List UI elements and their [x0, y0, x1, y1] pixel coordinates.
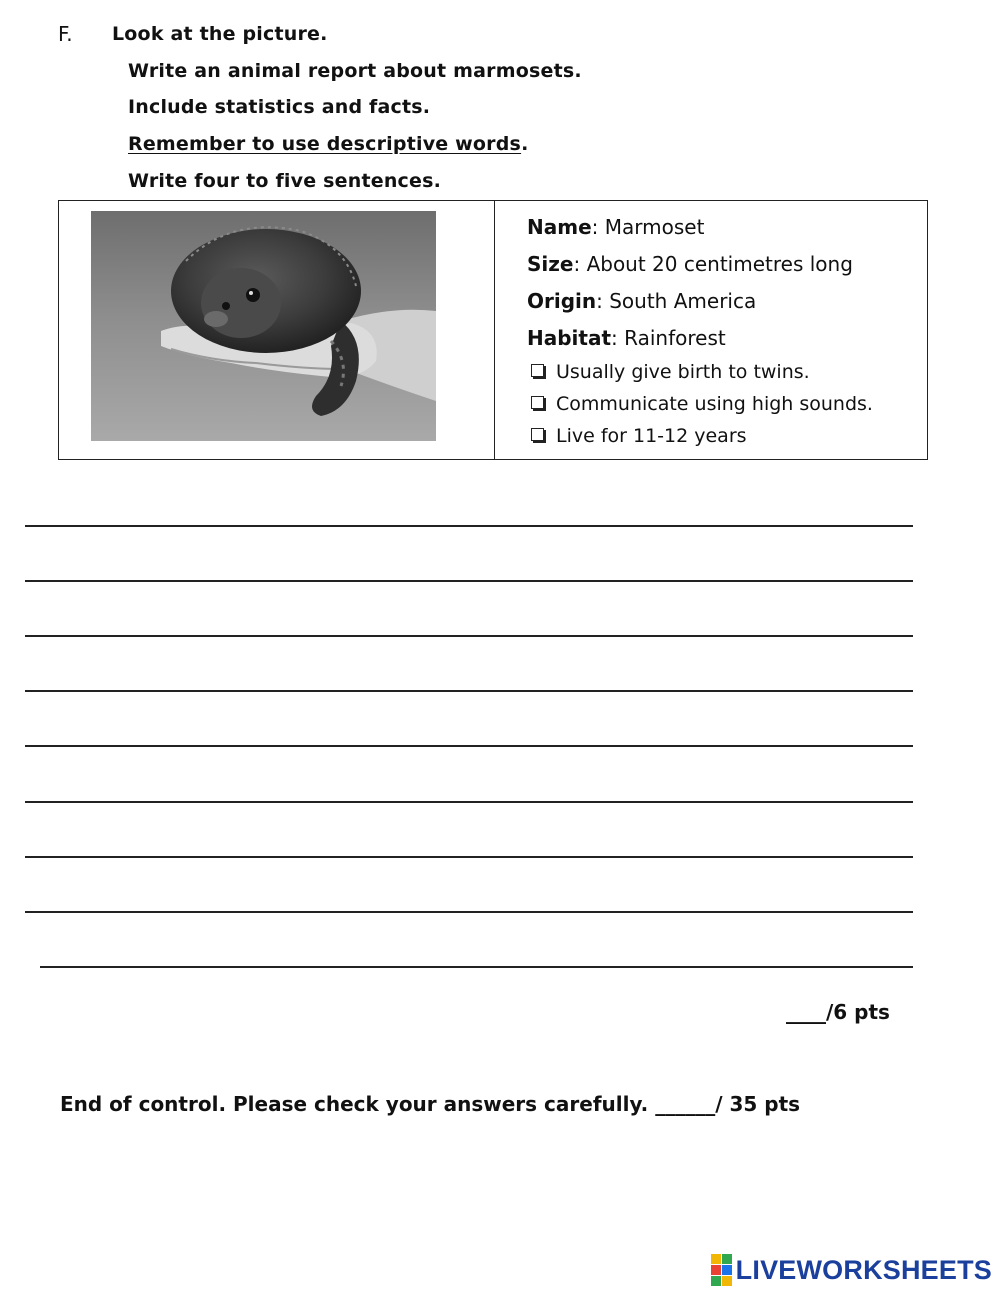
fact-origin	[527, 289, 756, 313]
fact-habitat	[527, 326, 726, 350]
answer-line-6[interactable]	[25, 801, 913, 803]
answer-line-2[interactable]	[25, 580, 913, 582]
end-note: End of control. Please check your answers carefully. ______/ 35 pts	[60, 1092, 801, 1116]
fact-size	[527, 252, 853, 276]
instruction-look: Look at the picture.	[112, 23, 328, 45]
fact-name-value: : Marmoset	[591, 215, 705, 239]
table-divider	[494, 201, 495, 459]
fact-name-label: Name	[527, 215, 592, 239]
instruction-include: Include statistics and facts.	[128, 96, 431, 118]
fact-table	[58, 200, 928, 460]
answer-line-5[interactable]	[25, 745, 913, 747]
answer-line-7[interactable]	[25, 856, 913, 858]
logo-mark-icon	[711, 1254, 732, 1286]
fact-origin-label: Origin	[527, 289, 597, 313]
fact-bullet-text: Communicate using high sounds.	[556, 393, 873, 415]
instruction-sentences: Write four to five sentences.	[128, 170, 442, 192]
logo-text: LIVEWORKSHEETS	[735, 1254, 992, 1285]
checkbox-bullet-icon	[531, 364, 544, 377]
section-score: ____/6 pts	[786, 1000, 890, 1024]
answer-line-8[interactable]	[25, 911, 913, 913]
fact-habitat-label: Habitat	[527, 326, 612, 350]
fact-name	[527, 215, 704, 239]
instruction-remember	[128, 133, 529, 155]
fact-habitat-value: : Rainforest	[611, 326, 726, 350]
instruction-remember-text: Remember to use descriptive words	[128, 133, 522, 155]
instruction-remember-period: .	[521, 133, 529, 155]
fact-bullet-lifespan	[531, 425, 747, 447]
answer-line-1[interactable]	[25, 525, 913, 527]
marmoset-photo-drawing	[91, 211, 436, 441]
fact-bullet-text: Usually give birth to twins.	[556, 361, 810, 383]
instruction-write-report: Write an animal report about marmosets.	[128, 60, 582, 82]
fact-origin-value: : South America	[596, 289, 757, 313]
section-letter: F.	[58, 22, 73, 46]
fact-bullet-twins	[531, 361, 810, 383]
liveworksheets-logo	[711, 1255, 992, 1285]
checkbox-bullet-icon	[531, 428, 544, 441]
fact-bullet-sounds	[531, 393, 873, 415]
fact-size-label: Size	[527, 252, 574, 276]
answer-line-9[interactable]	[40, 966, 913, 968]
checkbox-bullet-icon	[531, 396, 544, 409]
answer-line-4[interactable]	[25, 690, 913, 692]
fact-size-value: : About 20 centimetres long	[573, 252, 853, 276]
marmoset-photo	[91, 211, 436, 441]
fact-bullet-text: Live for 11-12 years	[556, 425, 747, 447]
answer-line-3[interactable]	[25, 635, 913, 637]
